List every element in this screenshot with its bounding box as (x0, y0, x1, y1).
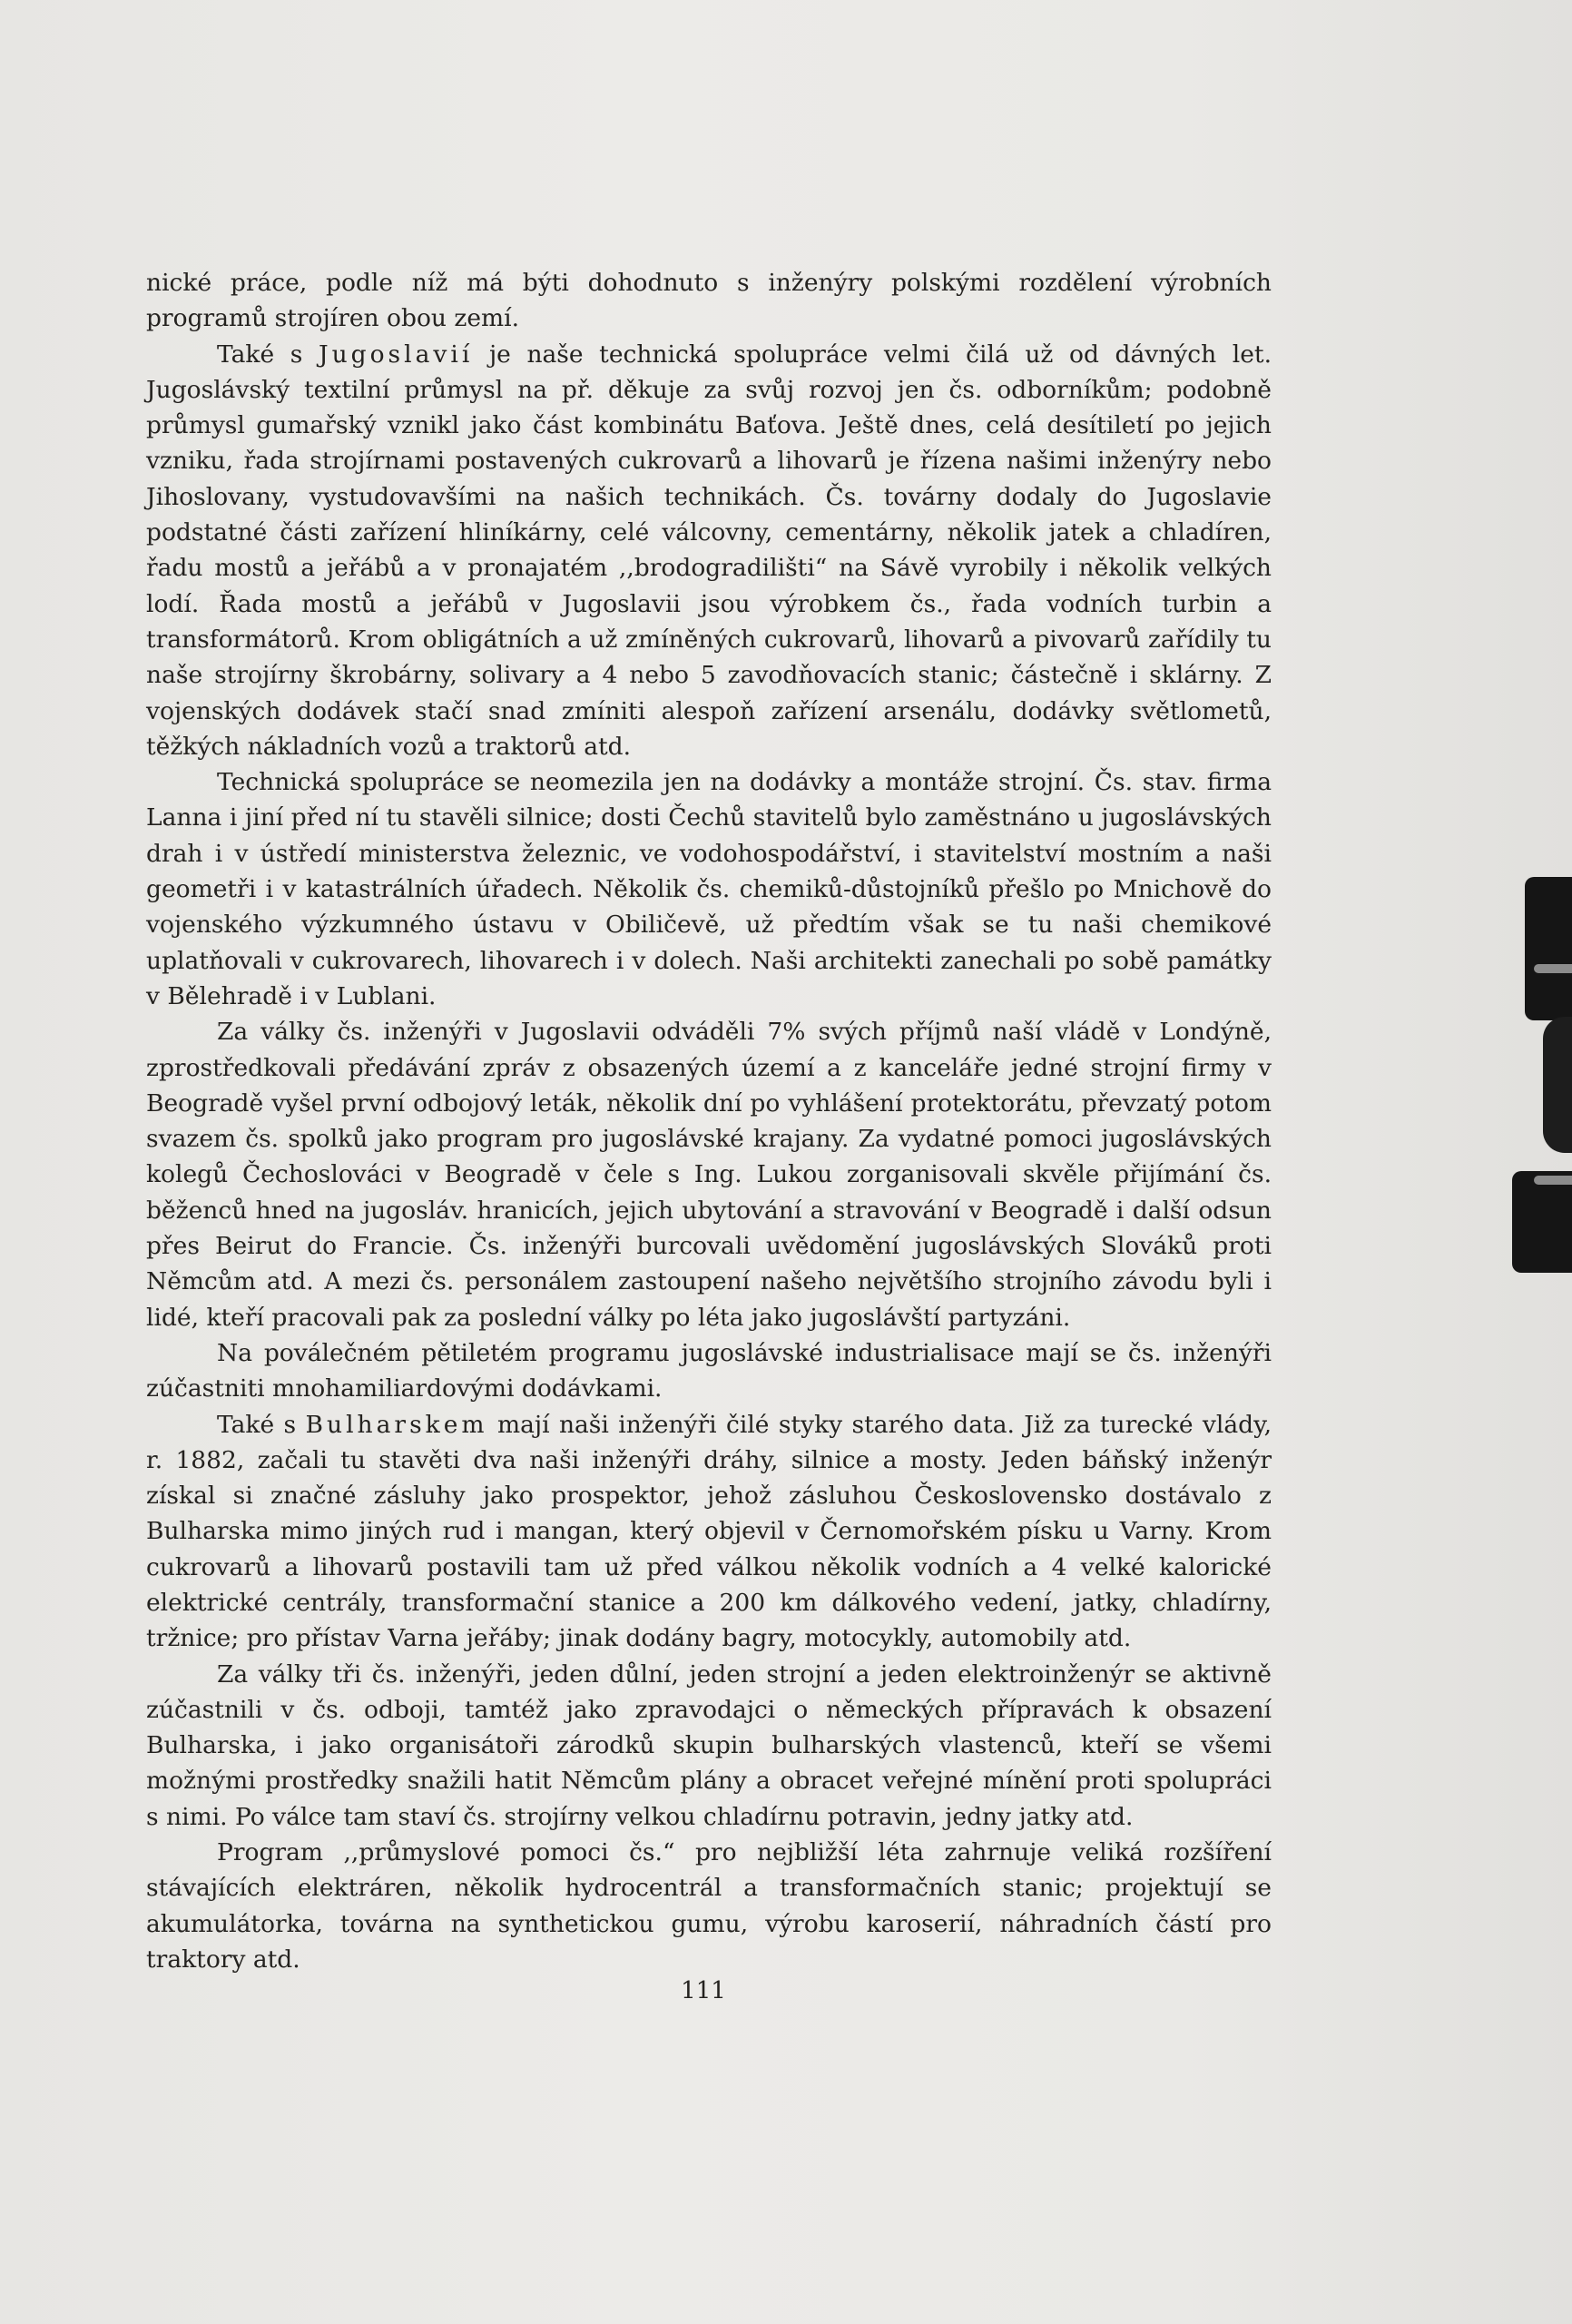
page-number: 111 (681, 1977, 726, 2004)
paragraph-1 (146, 265, 1272, 337)
paragraph-4-text: Za války čs. inženýři v Jugoslavii odváděli 7% svých příjmů naší vládě v Londýně, zprostředkovali předávání zpráv z obsazených území a z kanceláře jedné strojní firmy v Beogradě vyšel první odbojový leták, několik dní po vyhlášení protektorátu, převzatý potom svazem čs. spolků jako program pro jugoslávské krajany. Za vydatné pomoci jugoslávských kolegů Čechoslováci v Beogradě v čele s Ing. Lukou zorganisovali skvěle přijímání čs. běženců hned na jugosláv. hranicích, jejich ubytování a stravování v Beogradě i další odsun přes Beirut do Francie. Čs. inženýři burcovali uvědomění jugoslávských Slováků proti Němcům atd. A mezi čs. personálem zastoupení našeho největšího strojního závodu byli i lidé, kteří pracovali pak za poslední války po léta jako jugoslávští partyzáni. (146, 1018, 1272, 1332)
paragraph-2-lead: Také s (217, 340, 319, 369)
binder-ring-upper (1534, 964, 1572, 973)
paragraph-5 (146, 1335, 1272, 1407)
paragraph-1-text: nické práce, podle níž má býti dohodnuto s inženýry polskými rozdělení výrobních programů strojíren obou zemí. (146, 269, 1272, 333)
paragraph-6-lead: Také s (217, 1410, 306, 1439)
binder-clip-top (1525, 877, 1572, 1020)
paragraph-7 (146, 1657, 1272, 1835)
spaced-emphasis-bulharsko: Bulharskem (305, 1410, 488, 1439)
paragraph-3-text: Technická spolupráce se neomezila jen na dodávky a montáže strojní. Čs. stav. firma Lanna i jiní před ní tu stavěli silnice; dosti Čechů stavitelů bylo zaměstnáno u jugoslávských drah i v ústředí ministerstva železnic, ve vodohospodářství, i stavitelství mostním a naši geometři i v katastrálních úřadech. Několik čs. chemiků-důstojníků přešlo po Mnichově do vojenského výzkumného ústavu v Obiličevě, už předtím však se tu naši chemikové uplatňovali v cukrovarech, lihovarech i v dolech. Naši architekti zanechali po sobě památky v Bělehradě i v Lublani. (146, 768, 1272, 1010)
paragraph-3 (146, 764, 1272, 1014)
binder-ring-lower (1534, 1176, 1572, 1185)
paragraph-8-text: Program ,,průmyslové pomoci čs.“ pro nejbližší léta zahrnuje veliká rozšíření stávajících elektráren, několik hydrocentrál a transformačních stanic; projektují se akumulátorka, továrna na synthetickou gumu, výrobu karoserií, náhradních částí pro traktory atd. (146, 1838, 1272, 1974)
paragraph-6 (146, 1407, 1272, 1657)
binder-clip-bottom (1512, 1171, 1572, 1273)
body-text (146, 265, 1272, 1977)
paragraph-6-text: mají naši inženýři čilé styky starého data. Již za turecké vlády, r. 1882, začali tu stavěti dva naši inženýři dráhy, silnice a mosty. Jeden báňský inženýr získal si značné zásluhy jako prospektor, jehož zásluhou Československo dostávalo z Bulharska mimo jiných rud i mangan, který objevil v Černomořském písku u Varny. Krom cukrovarů a lihovarů postavili tam už před válkou několik vodních a 4 velké kalorické elektrické centrály, transformační stanice a 200 km dálkového vedení, jatky, chladírny, tržnice; pro přístav Varna jeřáby; jinak dodány bagry, motocykly, automobily atd. (146, 1410, 1272, 1653)
binder-clip-middle (1543, 1017, 1572, 1153)
paragraph-4 (146, 1014, 1272, 1335)
spaced-emphasis-jugoslavie: Jugoslavií (318, 340, 474, 369)
paragraph-8 (146, 1835, 1272, 1977)
paragraph-2 (146, 337, 1272, 765)
paragraph-2-text: je naše technická spolupráce velmi čilá už od dávných let. Jugoslávský textilní průmysl na př. děkuje za svůj rozvoj jen čs. odborníkům; podobně průmysl gumařský vznikl jako část kombinátu Baťova. Ještě dnes, celá desítiletí po jejich vzniku, řada strojírnami postavených cukrovarů a lihovarů je řízena našimi inženýry nebo Jihoslovany, vystudovavšími na našich technikách. Čs. továrny dodaly do Jugoslavie podstatné části zařízení hliníkárny, celé válcovny, cementárny, několik jatek a chladíren, řadu mostů a jeřábů a v pronajatém ,,brodogradilišti“ na Sávě vyrobily i několik velkých lodí. Řada mostů a jeřábů v Jugoslavii jsou výrobkem čs., řada vodních turbin a transformátorů. Krom obligátních a už zmíněných cukrovarů, lihovarů a pivovarů zařídily tu naše strojírny škrobárny, solivary a 4 nebo 5 zavodňovacích stanic; částečně i sklárny. Z vojenských dodávek stačí snad zmíniti alespoň zařízení arsenálu, dodávky světlometů, těžkých nákladních vozů a traktorů atd. (146, 340, 1272, 761)
paragraph-5-text: Na poválečném pětiletém programu jugoslávské industrialisace mají se čs. inženýři zúčastniti mnohamiliardovými dodávkami. (146, 1338, 1272, 1403)
paragraph-7-text: Za války tři čs. inženýři, jeden důlní, jeden strojní a jeden elektroinženýr se aktivně zúčastnili v čs. odboji, tamtéž jako zpravodajci o německých přípravách k obsazení Bulharska, i jako organisátoři zárodků skupin bulharských vlastenců, kteří se všemi možnými prostředky snažili hatit Němcům plány a obracet veřejné mínění proti spolupráci s nimi. Po válce tam staví čs. strojírny velkou chladírnu potravin, jedny jatky atd. (146, 1659, 1272, 1831)
